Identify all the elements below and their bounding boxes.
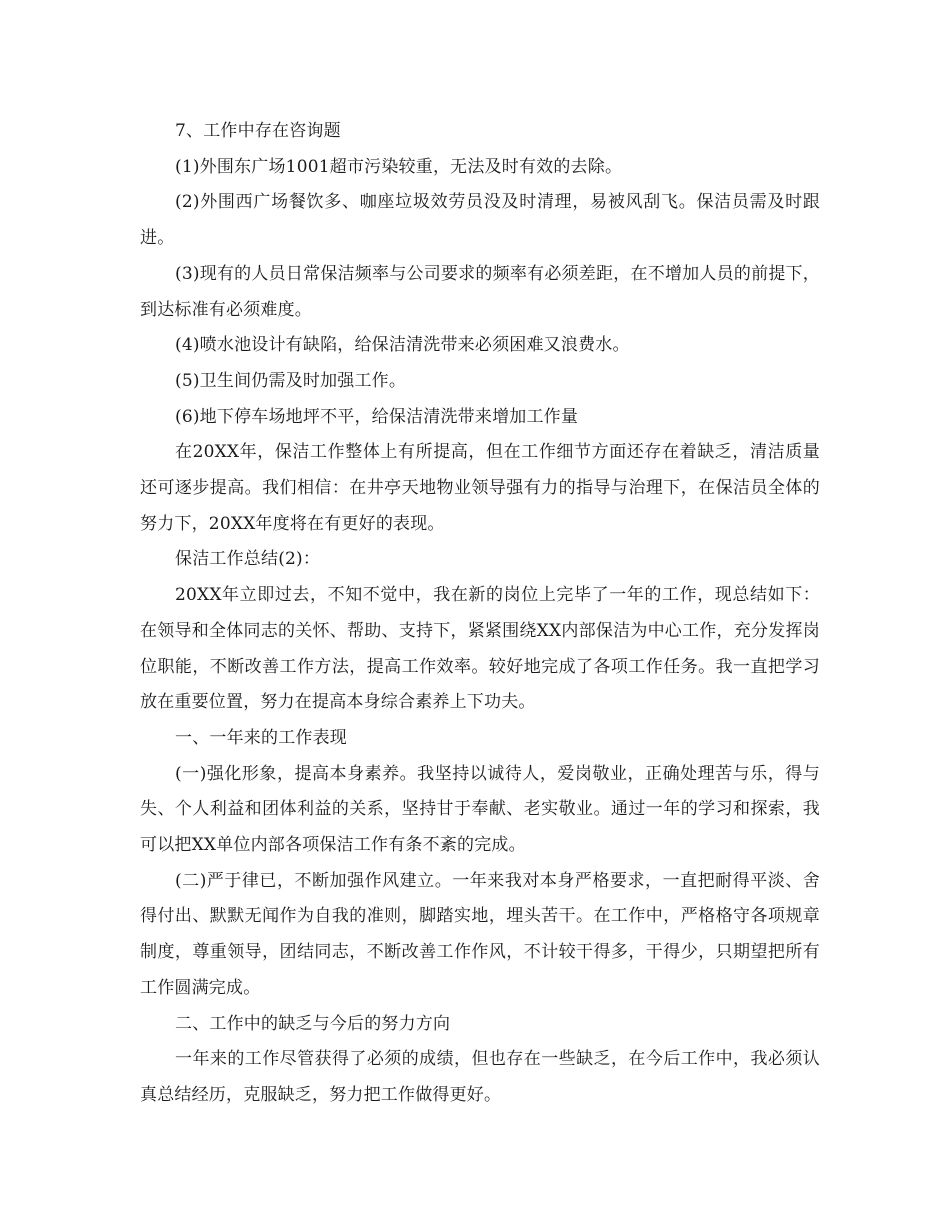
- intro-paragraph: 20XX年立即过去，不知不觉中，我在新的岗位上完毕了一年的工作，现总结如下：在领导和全体同志的关怀、帮助、支持下，紧紧围绕XX内部保洁为中心工作，充分发挥岗位职能，不断改善工作方法，提高工作效率。较好地完成了各项工作任务。我一直把学习放在重要位置，努力在提高本身综合素养上下功夫。: [140, 585, 820, 713]
- section-heading-performance: 一、一年来的工作表现: [175, 727, 347, 748]
- issue-item-5: (5)卫生间仍需及时加强工作。: [175, 370, 407, 391]
- section-heading-summary-2: 保洁工作总结(2)：: [175, 549, 321, 570]
- section-heading-issues: 7、工作中存在咨询题: [175, 121, 341, 141]
- performance-item-2: (二)严于律已，不断加强作风建立。一年来我对本身严格要求，一直把耐得平淡、舍得付出、默默无闻作为自我的准则，脚踏实地，埋头苦干。在工作中，严格格守各项规章制度，尊重领导，团结同志，不断改善工作作风，不计较干得多，干得少，只期望把所有工作圆满完成。: [140, 870, 820, 998]
- section-heading-shortcomings: 二、工作中的缺乏与今后的努力方向: [175, 1013, 451, 1034]
- summary-paragraph: 在20XX年，保洁工作整体上有所提高，但在工作细节方面还存在着缺乏，清洁质量还可逐步提高。我们相信：在井亭天地物业领导强有力的指导与治理下，在保洁员全体的努力下，20XX年度将在有更好的表现。: [140, 442, 820, 534]
- shortcomings-paragraph: 一年来的工作尽管获得了必须的成绩，但也存在一些缺乏，在今后工作中，我必须认真总结经历，克服缺乏，努力把工作做得更好。: [140, 1049, 820, 1105]
- document-body: [140, 114, 820, 1114]
- performance-item-1: (一)强化形象，提高本身素养。我坚持以诚待人，爱岗敬业，正确处理苦与乐，得与失、个人利益和团体利益的关系，坚持甘于奉献、老实敬业。通过一年的学习和探索，我可以把XX单位内部各项保洁工作有条不紊的完成。: [140, 763, 820, 856]
- issue-item-2: (2)外围西广场餐饮多、咖座垃圾效劳员没及时清理，易被风刮飞。保洁员需及时跟进。: [140, 192, 820, 249]
- issue-item-3: (3)现有的人员日常保洁频率与公司要求的频率有必须差距，在不增加人员的前提下，到达标准有必须难度。: [140, 263, 820, 320]
- issue-item-6: (6)地下停车场地坪不平，给保洁清洗带来增加工作量: [175, 406, 579, 427]
- issue-item-4: (4)喷水池设计有缺陷，给保洁清洗带来必须困难又浪费水。: [175, 335, 630, 356]
- issue-item-1: (1)外围东广场1001超市污染较重，无法及时有效的去除。: [175, 156, 623, 177]
